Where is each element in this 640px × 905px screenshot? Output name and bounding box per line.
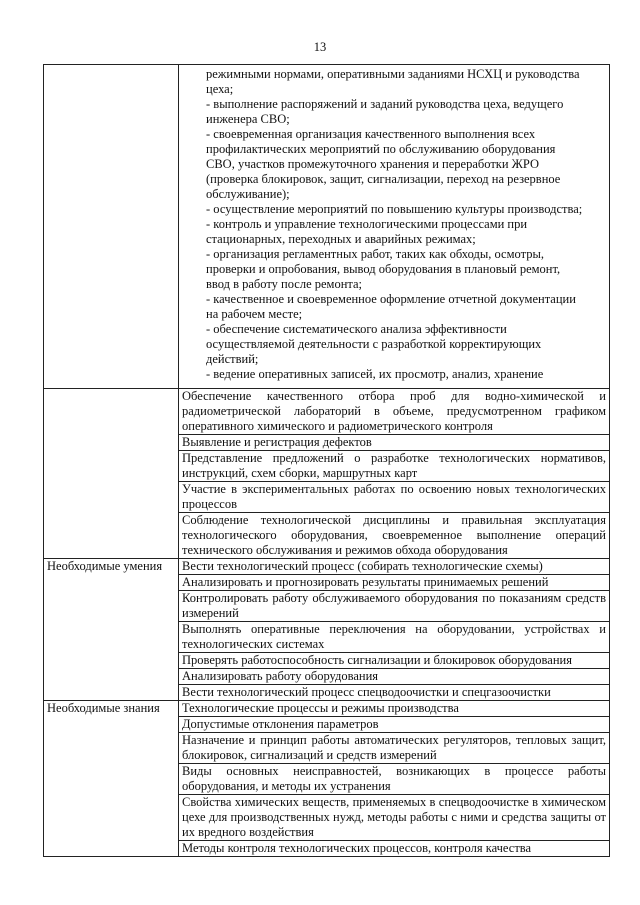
list-line: - организация регламентных работ, таких как обходы, осмотры, <box>206 247 544 261</box>
list-line: - осуществление мероприятий по повышению культуры производства; <box>206 202 583 216</box>
table-cell: Проверять работоспособность сигнализации и блокировок оборудования <box>179 653 610 669</box>
list-line: (проверка блокировок, защит, сигнализации, переход на резервное <box>206 172 561 186</box>
list-line: цеха; <box>206 82 234 96</box>
list-line: - качественное и своевременное оформление отчетной документации <box>206 292 576 306</box>
duties-list-cell <box>179 65 610 389</box>
table-row <box>44 701 610 717</box>
table-cell: Представление предложений о разработке технологических нормативов, инструкций, схем сборки, маршрутных карт <box>179 451 610 482</box>
table-cell: Свойства химических веществ, применяемых в спецводоочистке в химическом цехе для производственных нужд, методы работы с ними и средства защиты от их вредного воздействия <box>179 795 610 841</box>
table-row <box>44 65 610 389</box>
table-cell: Обеспечение качественного отбора проб для водно-химической и радиометрической лабораторий в объеме, предусмотренном графиком оперативного химического и радиометрического контроля <box>179 389 610 435</box>
list-line: - обеспечение систематического анализа эффективности <box>206 322 507 336</box>
table-cell: Выполнять оперативные переключения на оборудовании, устройствах и технологических системах <box>179 622 610 653</box>
list-line: - выполнение распоряжений и заданий руководства цеха, ведущего <box>206 97 564 111</box>
duties-list <box>182 65 606 388</box>
list-line: проверки и опробования, вывод оборудования в плановый ремонт, <box>206 262 561 276</box>
list-line: - контроль и управление технологическими процессами при <box>206 217 528 231</box>
row-label-empty <box>44 389 179 559</box>
list-line: на рабочем месте; <box>206 307 303 321</box>
list-line: - ведение оперативных записей, их просмотр, анализ, хранение <box>206 367 544 381</box>
table-cell: Соблюдение технологической дисциплины и правильная эксплуатация технологического оборудования, своевременное выполнение операций технического обслуживания и режимов обхода оборудования <box>179 513 610 559</box>
table-cell: Выявление и регистрация дефектов <box>179 435 610 451</box>
list-line: профилактических мероприятий по обслуживанию оборудования <box>206 142 556 156</box>
list-line: действий; <box>206 352 259 366</box>
list-line: стационарных, переходных и аварийных режимах; <box>206 232 476 246</box>
table-row <box>44 389 610 435</box>
table-cell: Технологические процессы и режимы производства <box>179 701 610 717</box>
table-cell: Анализировать и прогнозировать результаты принимаемых решений <box>179 575 610 591</box>
list-line: ввод в работу после ремонта; <box>206 277 363 291</box>
list-line: инженера СВО; <box>206 112 290 126</box>
competency-table <box>43 64 610 857</box>
table-cell: Вести технологический процесс (собирать технологические схемы) <box>179 559 610 575</box>
table-cell: Анализировать работу оборудования <box>179 669 610 685</box>
list-line: - своевременная организация качественного выполнения всех <box>206 127 536 141</box>
table-cell: Контролировать работу обслуживаемого оборудования по показаниям средств измерений <box>179 591 610 622</box>
list-line: осуществляемой деятельности с разработкой корректирующих <box>206 337 542 351</box>
table-row <box>44 559 610 575</box>
list-line: режимными нормами, оперативными заданиями НСХЦ и руководства <box>206 67 580 81</box>
list-line: СВО, участков промежуточного хранения и переработки ЖРО <box>206 157 540 171</box>
list-line: обслуживание); <box>206 187 290 201</box>
knowledge-label: Необходимые знания <box>44 701 179 857</box>
page-number: 13 <box>313 40 327 54</box>
table-cell: Вести технологический процесс спецводоочистки и спецгазоочистки <box>179 685 610 701</box>
table-cell: Назначение и принцип работы автоматических регуляторов, тепловых защит, блокировок, сигнализаций и средств измерений <box>179 733 610 764</box>
skills-label: Необходимые умения <box>44 559 179 701</box>
table-cell: Виды основных неисправностей, возникающих в процессе работы оборудования, и методы их устранения <box>179 764 610 795</box>
row-label-empty <box>44 65 179 389</box>
table-cell: Участие в экспериментальных работах по освоению новых технологических процессов <box>179 482 610 513</box>
table-cell: Методы контроля технологических процессов, контроля качества <box>179 841 610 857</box>
table-cell: Допустимые отклонения параметров <box>179 717 610 733</box>
